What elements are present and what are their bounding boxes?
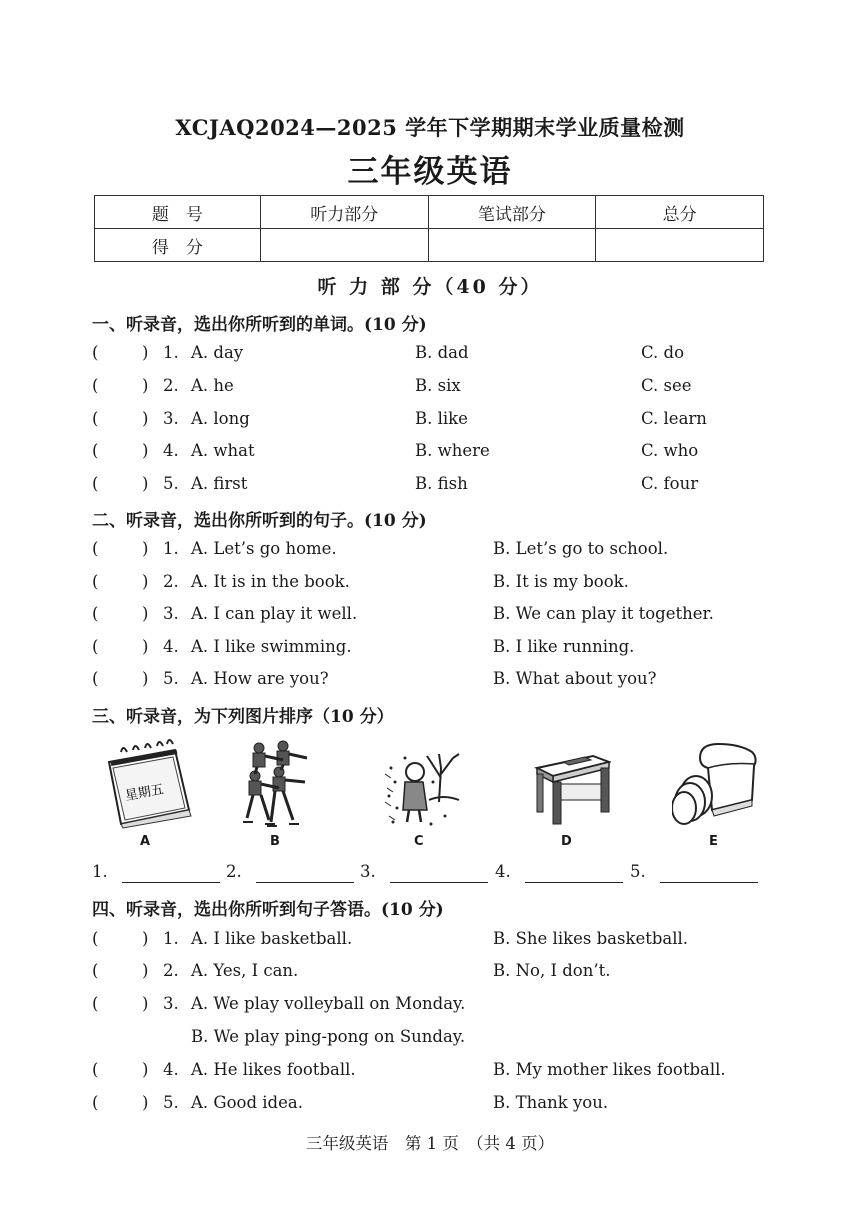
item-number: 4. xyxy=(163,637,179,656)
paren-open: ( xyxy=(92,961,99,980)
paren-open: ( xyxy=(92,409,99,428)
option-a: A. It is in the book. xyxy=(191,572,350,591)
item-number: 3. xyxy=(163,604,179,623)
listening-section-title: 听 力 部 分（40 分） xyxy=(317,276,543,298)
item-number: 1. xyxy=(163,539,179,558)
paren-open: ( xyxy=(92,572,99,591)
calendar-day-text: 星期五 xyxy=(123,782,165,804)
item-number: 3. xyxy=(163,409,179,428)
option-c: C. see xyxy=(641,376,692,395)
score-header-written: 笔试部分 xyxy=(428,196,596,229)
option-a: A. he xyxy=(191,376,234,395)
bread-picture xyxy=(672,738,758,830)
paren-open: ( xyxy=(92,474,99,493)
option-a: A. Good idea. xyxy=(191,1093,303,1112)
score-header-number: 题 号 xyxy=(95,196,261,229)
item-number: 1. xyxy=(163,929,179,948)
exercising-people-picture xyxy=(243,738,311,830)
option-b: B. She likes basketball. xyxy=(493,929,689,948)
paren-open: ( xyxy=(92,994,99,1013)
desk-picture xyxy=(527,738,611,830)
paren-close: ) xyxy=(142,1093,149,1112)
option-a: A. what xyxy=(191,441,255,460)
option-b: B. dad xyxy=(415,343,469,362)
item-number: 3. xyxy=(163,994,179,1013)
answer-blank-4[interactable] xyxy=(525,882,623,883)
paren-open: ( xyxy=(92,1060,99,1079)
page-footer: 三年级英语 第 1 页 （共 4 页） xyxy=(305,1134,555,1153)
score-table xyxy=(94,195,764,262)
picture-label-d: D xyxy=(561,834,572,849)
item-number: 5. xyxy=(163,1093,179,1112)
blank-number-5: 5. xyxy=(630,862,646,881)
picture-label-c: C xyxy=(414,834,424,849)
paren-open: ( xyxy=(92,539,99,558)
score-header-total: 总分 xyxy=(596,196,764,229)
answer-blank-3[interactable] xyxy=(390,882,488,883)
cold-weather-picture xyxy=(383,738,465,830)
option-b: B. What about you? xyxy=(493,669,657,688)
paren-close: ) xyxy=(142,441,149,460)
paren-close: ) xyxy=(142,572,149,591)
score-cell-total[interactable] xyxy=(596,229,764,262)
paren-open: ( xyxy=(92,343,99,362)
option-a: A. He likes football. xyxy=(191,1060,356,1079)
item-number: 1. xyxy=(163,343,179,362)
item-number: 2. xyxy=(163,572,179,591)
item-number: 5. xyxy=(163,669,179,688)
answer-blank-5[interactable] xyxy=(660,882,758,883)
ordering-answer-row xyxy=(92,862,772,886)
picture-label-a: A xyxy=(140,834,151,849)
option-a: A. We play volleyball on Monday. xyxy=(191,994,466,1013)
option-a: A. Let’s go home. xyxy=(191,539,337,558)
score-header-listening: 听力部分 xyxy=(260,196,428,229)
option-c: C. who xyxy=(641,441,699,460)
score-cell-listening[interactable] xyxy=(260,229,428,262)
paren-close: ) xyxy=(142,961,149,980)
paren-open: ( xyxy=(92,441,99,460)
option-b: B. No, I don’t. xyxy=(493,961,611,980)
paren-close: ) xyxy=(142,637,149,656)
paren-close: ) xyxy=(142,474,149,493)
paren-open: ( xyxy=(92,1093,99,1112)
option-c: C. learn xyxy=(641,409,707,428)
paren-close: ) xyxy=(142,539,149,558)
paren-open: ( xyxy=(92,929,99,948)
option-b: B. I like running. xyxy=(493,637,635,656)
paren-close: ) xyxy=(142,343,149,362)
option-a: A. day xyxy=(191,343,244,362)
item-number: 2. xyxy=(163,961,179,980)
option-b: B. We can play it together. xyxy=(493,604,714,623)
option-b: B. where xyxy=(415,441,490,460)
option-c: C. four xyxy=(641,474,699,493)
calendar-picture xyxy=(103,738,193,830)
answer-blank-1[interactable] xyxy=(122,882,220,883)
option-b: B. Thank you. xyxy=(493,1093,609,1112)
paren-close: ) xyxy=(142,604,149,623)
section4-title: 四、听录音，选出你所听到句子答语。(10 分) xyxy=(92,900,444,920)
section2-title: 二、听录音，选出你所听到的句子。(10 分) xyxy=(92,511,427,531)
score-row-label: 得 分 xyxy=(95,229,261,262)
option-a: A. long xyxy=(191,409,250,428)
option-c: C. do xyxy=(641,343,685,362)
item-number: 4. xyxy=(163,441,179,460)
paren-close: ) xyxy=(142,1060,149,1079)
answer-blank-2[interactable] xyxy=(256,882,354,883)
paren-close: ) xyxy=(142,669,149,688)
score-cell-written[interactable] xyxy=(428,229,596,262)
paren-open: ( xyxy=(92,604,99,623)
item-number: 5. xyxy=(163,474,179,493)
paren-close: ) xyxy=(142,929,149,948)
paren-open: ( xyxy=(92,637,99,656)
blank-number-1: 1. xyxy=(92,862,108,881)
paren-close: ) xyxy=(142,376,149,395)
paren-close: ) xyxy=(142,409,149,428)
paren-open: ( xyxy=(92,376,99,395)
exam-subtitle: 三年级英语 xyxy=(347,154,513,190)
section1-title: 一、听录音，选出你所听到的单词。(10 分) xyxy=(92,315,427,335)
option-b: B. six xyxy=(415,376,461,395)
item-number: 2. xyxy=(163,376,179,395)
blank-number-3: 3. xyxy=(360,862,376,881)
option-a: A. Yes, I can. xyxy=(191,961,299,980)
exam-title: XCJAQ2024—2025 学年下学期期末学业质量检测 xyxy=(175,115,685,140)
option-b: B. fish xyxy=(415,474,468,493)
option-b: B. We play ping-pong on Sunday. xyxy=(191,1027,466,1046)
option-a: A. How are you? xyxy=(191,669,329,688)
option-b: B. It is my book. xyxy=(493,572,629,591)
item-number: 4. xyxy=(163,1060,179,1079)
picture-label-e: E xyxy=(709,834,718,849)
option-a: A. I like swimming. xyxy=(191,637,352,656)
blank-number-2: 2. xyxy=(226,862,242,881)
paren-close: ) xyxy=(142,994,149,1013)
section3-title: 三、听录音，为下列图片排序（10 分） xyxy=(92,707,394,727)
option-a: A. I like basketball. xyxy=(191,929,353,948)
blank-number-4: 4. xyxy=(495,862,511,881)
option-b: B. My mother likes football. xyxy=(493,1060,726,1079)
paren-open: ( xyxy=(92,669,99,688)
option-b: B. like xyxy=(415,409,468,428)
option-b: B. Let’s go to school. xyxy=(493,539,669,558)
option-a: A. I can play it well. xyxy=(191,604,358,623)
option-a: A. first xyxy=(191,474,248,493)
picture-label-b: B xyxy=(270,834,280,849)
